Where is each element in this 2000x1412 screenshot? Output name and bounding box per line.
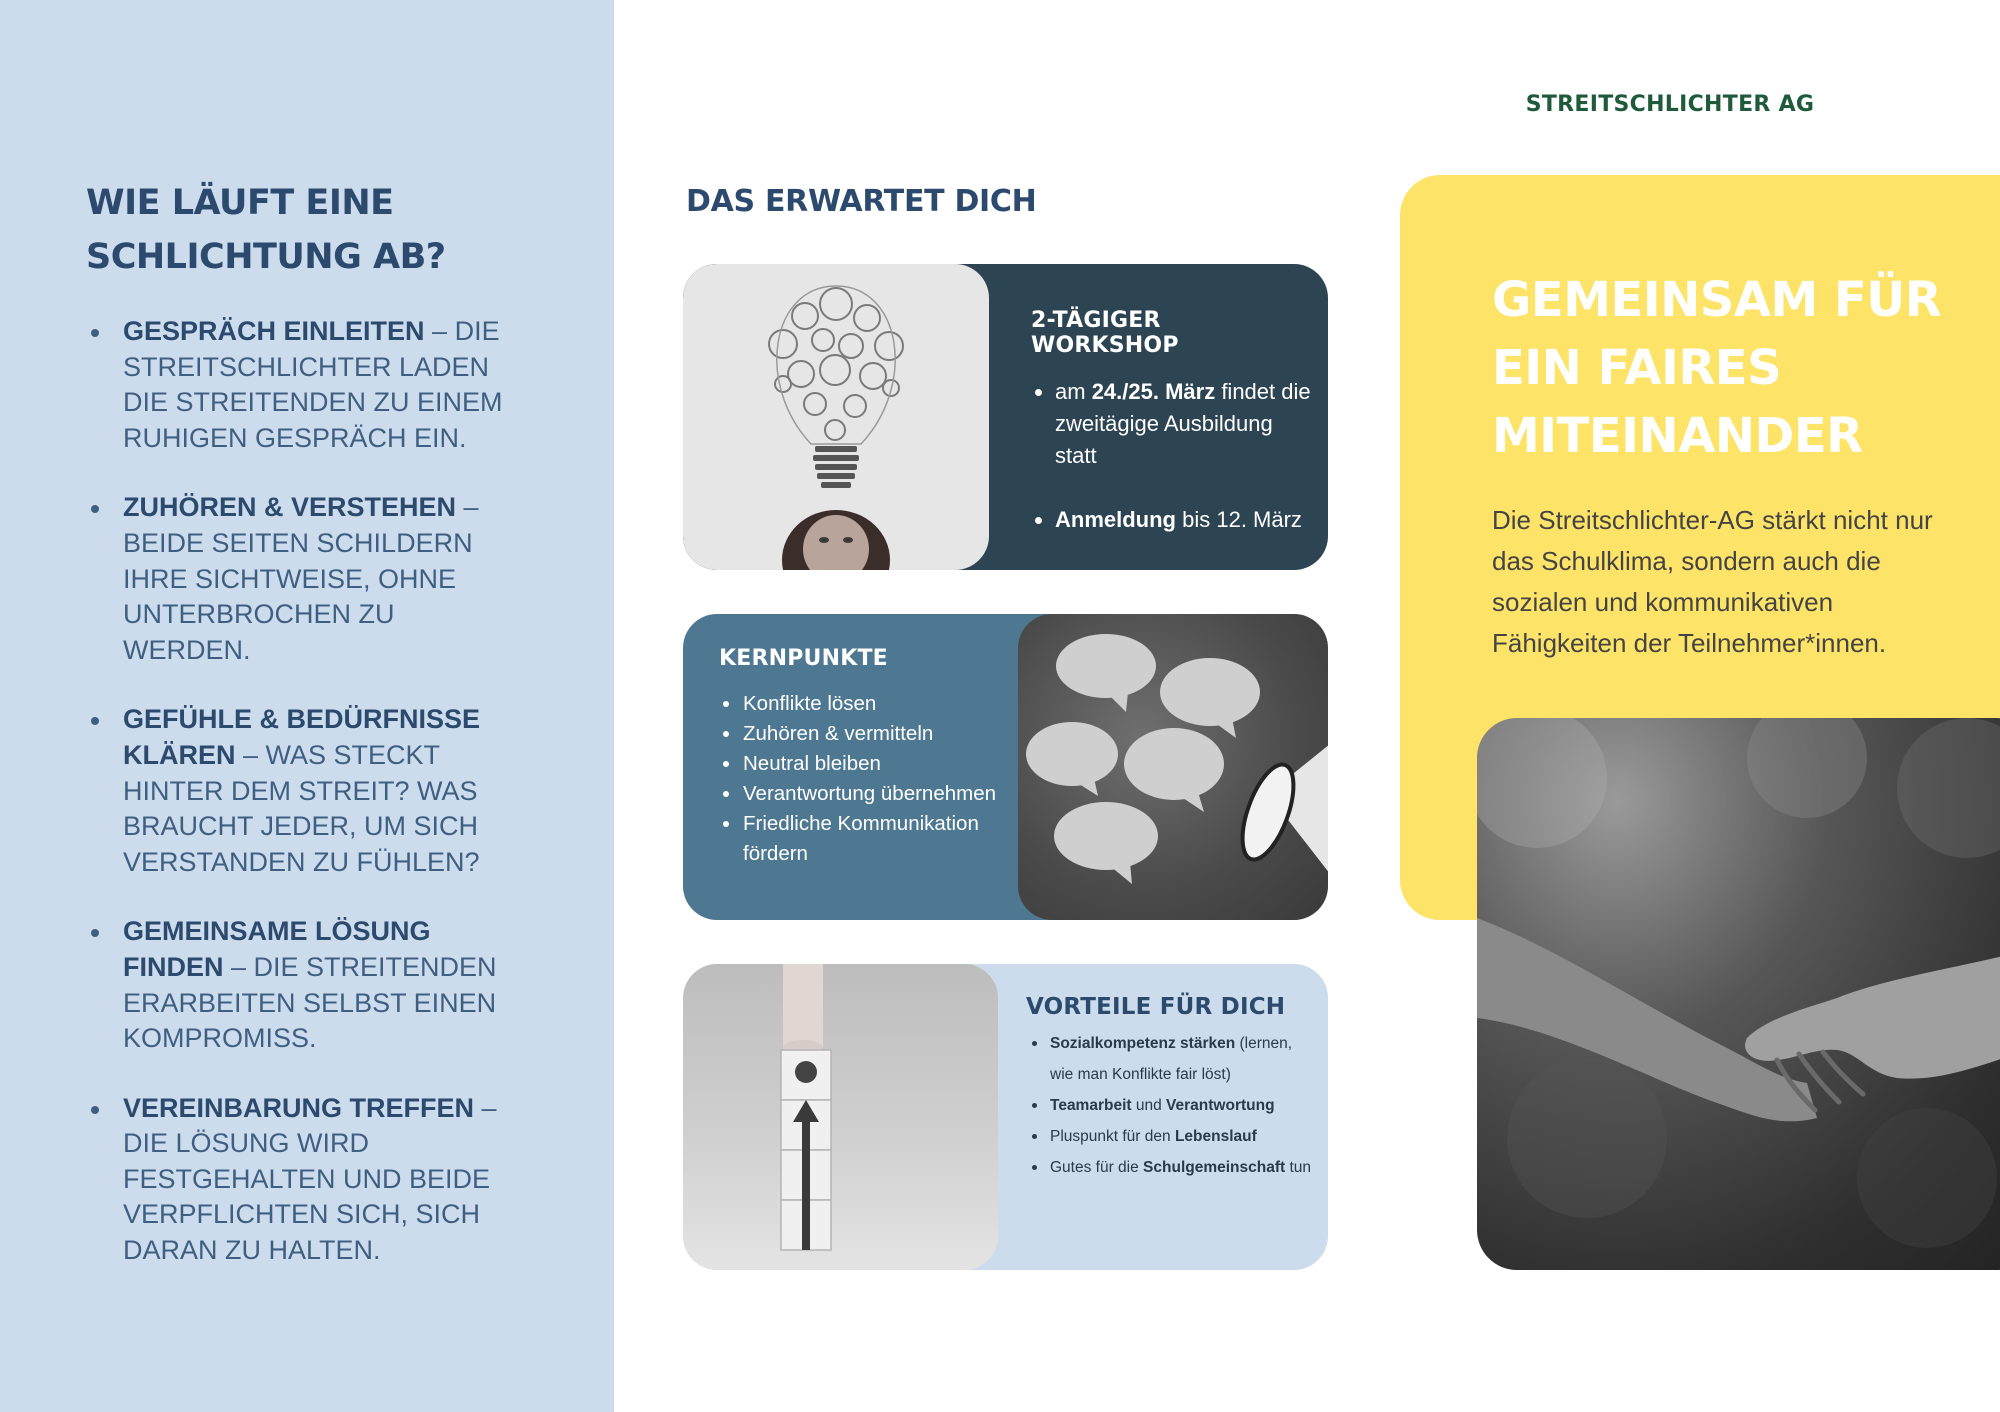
step-text: – DIE STREITSCHLICHTER LADEN DIE STREITENDEN ZU EINEM RUHIGEN GESPRÄCH EIN. xyxy=(123,316,503,453)
item-label: Sozialkompetenz stärken xyxy=(1050,1035,1236,1052)
kernpunkte-title: KERNPUNKTE xyxy=(719,646,888,671)
step-text: – DIE LÖSUNG WIRD FESTGEHALTEN UND BEIDE VERPFLICHTEN SICH, SICH DARAN ZU HALTEN. xyxy=(123,1092,497,1266)
workshop-list xyxy=(1031,376,1316,536)
item-text: und xyxy=(1131,1097,1167,1114)
bullet-icon xyxy=(1035,389,1042,396)
hero-headline: GEMEINSAM FÜR EIN FAIRES MITEINANDER xyxy=(1492,272,1942,464)
item-text: Gutes für die xyxy=(1050,1159,1144,1176)
bullet-icon xyxy=(91,717,99,725)
workshop-body xyxy=(1031,308,1316,568)
step-item xyxy=(88,490,528,668)
hero-description: Die Streitschlichter-AG stärkt nicht nur das Schulklima, sondern auch die sozialen und kommunikativen Fähigkeiten der Teilnehmer*innen. xyxy=(1492,505,1933,658)
process-title: WIE LÄUFT EINE SCHLICHTUNG AB? xyxy=(86,183,446,277)
bullet-icon xyxy=(1032,1041,1037,1046)
step-label: ZUHÖREN & VERSTEHEN xyxy=(123,492,457,523)
item-text: (lernen, wie man Konflikte fair löst) xyxy=(1050,1035,1293,1083)
item-text: am xyxy=(1055,379,1092,404)
list-item xyxy=(719,809,1019,869)
list-item xyxy=(1031,504,1316,536)
item-label: Teamarbeit xyxy=(1050,1097,1132,1114)
speech-bubbles-photo-icon xyxy=(1018,614,1328,920)
item-text: Friedliche Kommunikation fördern xyxy=(743,812,979,865)
step-text: – WAS STECKT HINTER DEM STREIT? WAS BRAUCHT JEDER, UM SICH VERSTANDEN ZU FÜHLEN? xyxy=(123,739,480,877)
list-item xyxy=(719,779,1019,809)
vorteile-list xyxy=(1026,1028,1316,1183)
bullet-icon xyxy=(723,791,729,797)
bullet-icon xyxy=(723,821,729,827)
list-item xyxy=(1026,1121,1316,1152)
list-item xyxy=(719,719,1019,749)
workshop-title: 2-TÄGIGER WORKSHOP xyxy=(1031,308,1179,358)
bullet-icon xyxy=(1032,1165,1037,1170)
vorteile-title: VORTEILE FÜR DICH xyxy=(1026,994,1286,1020)
item-text: Zuhören & vermitteln xyxy=(743,722,934,745)
bullet-icon xyxy=(91,1106,99,1114)
step-label: VEREINBARUNG TREFFEN xyxy=(123,1092,475,1123)
section-title: DAS ERWARTET DICH xyxy=(686,184,1037,219)
lightbulb-gears-photo-icon xyxy=(683,264,989,570)
list-item xyxy=(1026,1090,1316,1121)
step-label: GEFÜHLE & BEDÜRFNISSE KLÄREN xyxy=(123,704,481,770)
bullet-icon xyxy=(91,329,99,337)
bullet-icon xyxy=(91,505,99,513)
bullet-icon xyxy=(723,731,729,737)
step-label: GEMEINSAME LÖSUNG FINDEN xyxy=(123,916,431,982)
bullet-icon xyxy=(1032,1103,1037,1108)
step-item xyxy=(88,914,528,1056)
step-item xyxy=(88,314,528,456)
item-text: Verantwortung übernehmen xyxy=(743,782,997,805)
kernpunkte-list xyxy=(719,689,1019,869)
item-text: Neutral bleiben xyxy=(743,752,881,775)
item-text: Konflikte lösen xyxy=(743,692,877,715)
vorteile-body xyxy=(1026,994,1316,1183)
bullet-icon xyxy=(1032,1134,1037,1139)
step-item xyxy=(88,1091,528,1269)
item-label: Lebenslauf xyxy=(1174,1128,1257,1145)
list-item xyxy=(1026,1028,1316,1090)
step-text: – BEIDE SEITEN SCHILDERN IHRE SICHTWEISE, OHNE UNTERBROCHEN ZU WERDEN. xyxy=(123,492,479,665)
item-text: findet die zweitägige Ausbildung statt xyxy=(1055,379,1311,468)
item-text: tun xyxy=(1285,1159,1312,1176)
workshop-card xyxy=(683,264,1328,570)
item-label: Anmeldung xyxy=(1055,507,1176,532)
process-steps xyxy=(88,314,528,1303)
item-label: Schulgemeinschaft xyxy=(1143,1159,1286,1176)
item-text: bis 12. März xyxy=(1176,507,1302,532)
vorteile-card xyxy=(683,964,1328,1270)
list-item xyxy=(1031,376,1316,472)
left-panel xyxy=(0,0,614,1412)
kernpunkte-body xyxy=(719,646,1019,869)
bullet-icon xyxy=(723,701,729,707)
bullet-icon xyxy=(723,761,729,767)
step-item xyxy=(88,702,528,880)
item-text: Pluspunkt für den xyxy=(1050,1128,1175,1145)
bullet-icon xyxy=(91,929,99,937)
item-date: 24./25. März xyxy=(1091,379,1216,404)
kernpunkte-card xyxy=(683,614,1328,920)
arrow-blocks-photo-icon xyxy=(683,964,998,1270)
list-item xyxy=(719,749,1019,779)
step-label: GESPRÄCH EINLEITEN xyxy=(123,316,425,346)
list-item xyxy=(719,689,1019,719)
handshake-photo-icon xyxy=(1477,718,2000,1270)
list-item xyxy=(1026,1152,1316,1183)
org-title: STREITSCHLICHTER AG xyxy=(1525,92,1815,117)
bullet-icon xyxy=(1035,517,1042,524)
item-label: Verantwortung xyxy=(1166,1097,1275,1114)
step-text: – DIE STREITENDEN ERARBEITEN SELBST EINEN KOMPROMISS. xyxy=(123,951,497,1054)
